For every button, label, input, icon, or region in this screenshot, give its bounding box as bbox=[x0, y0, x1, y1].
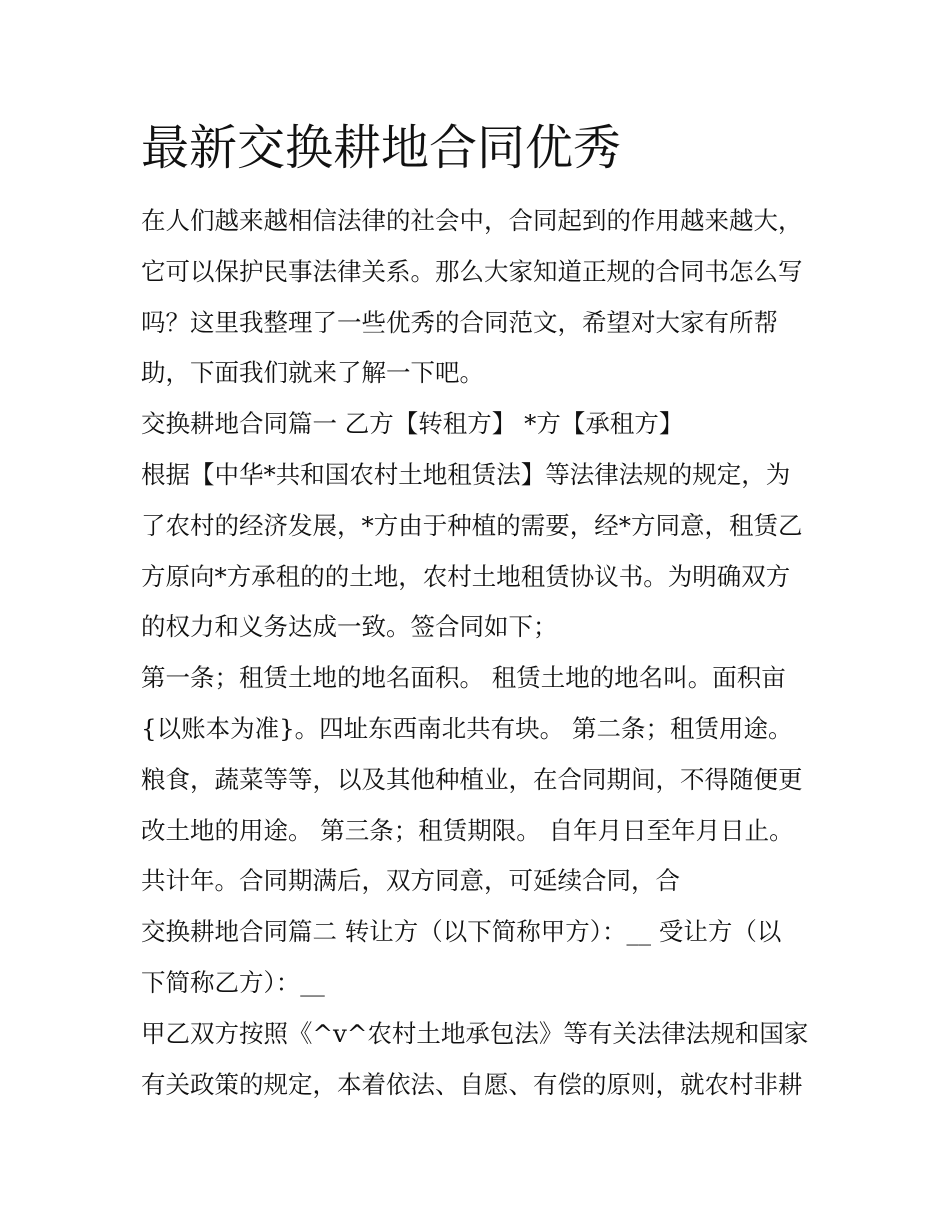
text-line: 第一条；租赁土地的地名面积。 租赁土地的地名叫。面积亩 bbox=[141, 663, 786, 693]
text-line: 的权力和义务达成一致。签合同如下； bbox=[141, 612, 558, 642]
text-line: 下简称乙方）：__ bbox=[141, 967, 325, 997]
text-line: 甲乙双方按照《^v^农村土地承包法》等有关法律法规和国家 bbox=[141, 1018, 809, 1048]
section-heading-contract-1: 交换耕地合同篇一 乙方【转租方】 *方【承租方】 bbox=[141, 409, 684, 439]
document-title: 最新交换耕地合同优秀 bbox=[141, 120, 622, 176]
text-line: 共计年。合同期满后，双方同意，可延续合同，合 bbox=[141, 866, 680, 896]
text-line: 粮食，蔬菜等等，以及其他种植业，在合同期间，不得随便更 bbox=[141, 764, 803, 794]
text-line: 吗？这里我整理了一些优秀的合同范文，希望对大家有所帮 bbox=[141, 307, 778, 337]
text-line: 助，下面我们就来了解一下吧。 bbox=[141, 358, 484, 388]
document-body bbox=[141, 196, 821, 1110]
text-line: 了农村的经济发展，*方由于种植的需要，经*方同意，租赁乙 bbox=[141, 510, 803, 540]
text-line: 有关政策的规定，本着依法、自愿、有偿的原则，就农村非耕 bbox=[141, 1069, 803, 1099]
text-line: 方原向*方承租的的土地，农村土地租赁协议书。为明确双方 bbox=[141, 561, 791, 591]
text-line: 根据【中华*共和国农村土地租赁法】等法律法规的规定，为 bbox=[141, 459, 791, 489]
section-heading-contract-2: 交换耕地合同篇二 转让方（以下简称甲方）：__ 受让方（以 bbox=[141, 917, 782, 947]
text-line: 在人们越来越相信法律的社会中，合同起到的作用越来越大， bbox=[141, 206, 803, 235]
text-line: 它可以保护民事法律关系。那么大家知道正规的合同书怎么写 bbox=[141, 256, 803, 286]
text-line: 改土地的用途。 第三条；租赁期限。 自年月日至年月日止。 bbox=[141, 815, 794, 845]
text-line: {以账本为准}。四址东西南北共有块。 第二条；租赁用途。 bbox=[141, 713, 793, 743]
